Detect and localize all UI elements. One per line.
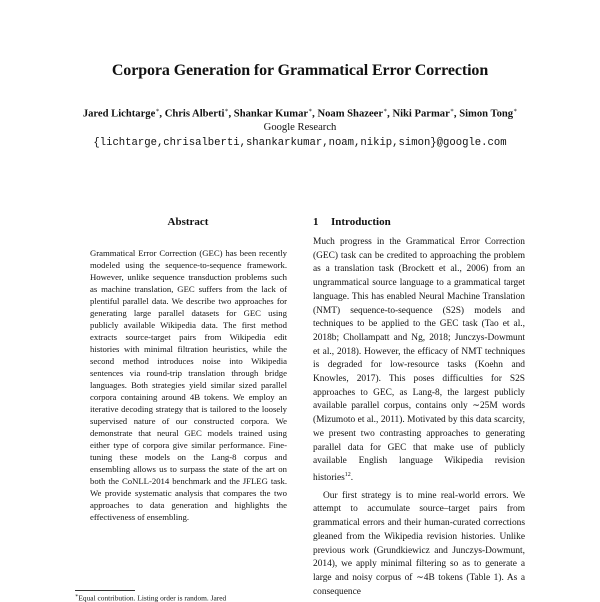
introduction-body — [313, 236, 525, 599]
abstract-heading: Abstract — [167, 216, 209, 228]
author-mark: ∗ — [155, 108, 160, 114]
paragraph: Our first strategy is to mine real-world errors. We attempt to accumulate source–target pairs from grammatical errors and their human-curated corrections gleaned from the Wikipedia revision histories. Unlike previous work (Grundkiewicz and Junczys-Dowmunt, 2014), we apply minimal filtering so as to generate a large and noisy corpus of ∼4B tokens (Table 1). As a consequence — [313, 490, 525, 597]
footnote — [75, 592, 290, 602]
paper-title: Corpora Generation for Grammatical Error Correction — [111, 62, 489, 79]
author-name: Simon Tong — [459, 108, 514, 120]
footnote-mark: ∗ — [75, 594, 79, 599]
author-name: Jared Lichtarge — [82, 108, 156, 120]
section-title: Introduction — [331, 216, 391, 228]
author-separator: , — [387, 108, 393, 120]
section-heading-introduction — [313, 216, 391, 228]
author-separator: , — [453, 108, 460, 120]
author-name: Shankar Kumar — [233, 108, 309, 120]
footnote-text: Equal contribution. Listing order is random. Jared — [78, 593, 227, 602]
author-mark: ∗ — [383, 108, 388, 114]
section-number: 1 — [313, 216, 319, 228]
paragraph-end: . — [350, 473, 354, 484]
author-name: Chris Alberti — [164, 108, 225, 120]
author-mark: ∗ — [449, 108, 454, 114]
author-name: Noam Shazeer — [317, 108, 384, 120]
author-list — [0, 107, 600, 120]
author-mark: ∗ — [513, 108, 518, 114]
footnote-marker: 12 — [344, 471, 351, 478]
author-separator: , — [159, 108, 165, 120]
author-mark: ∗ — [308, 108, 313, 114]
author-emails: {lichtarge,chrisalberti,shankarkumar,noam,nikip,simon}@google.com — [93, 137, 507, 149]
author-mark: ∗ — [224, 108, 229, 114]
abstract-text: Grammatical Error Correction (GEC) has been recently modeled using the sequence-to-sequence framework. However, unlike sequence transduction problems such as machine translation, GEC suffers from the lack of plentiful parallel data. We describe two approaches for generating large parallel datasets for GEC using publicly available Wikipedia data. The first method extracts source-target pairs from Wikipedia edit histories with minimal filtration heuristics, while the second method introduces noise into Wikipedia sentences via round-trip translation through bridge languages. Both strategies yield similar sized parallel corpora containing around 4B tokens. We employ an iterative decoding strategy that is tailored to the loosely supervised nature of our constructed corpora. We demonstrate that neural GEC models trained using either type of corpora give similar performance. Fine-tuning these models on the Lang-8 corpus and ensembling allows us to surpass the state of the art on both the CoNLL-2014 benchmark and the JFLEG task. We provide systematic analysis that compares the two approaches to data generation and highlights the effectiveness of ensembling. — [90, 248, 287, 522]
author-name: Niki Parmar — [392, 108, 450, 120]
footnote-divider — [75, 590, 135, 591]
author-separator: , — [312, 108, 318, 120]
affiliation: Google Research — [263, 122, 337, 133]
paragraph-text: Much progress in the Grammatical Error Correction (GEC) task can be credited to approaching the problem as a translation task (Brockett et al., 2006) from an ungrammatical source language to a grammatical target language. This has enabled Neural Machine Translation (NMT) sequence-to-sequence (S2S) models and techniques to be applied to the GEC task (Tao et al., 2018b; Chollampatt and Ng, 2018; Junczys-Dowmunt et al., 2018). However, the efficacy of NMT techniques is degraded for low-resource tasks (Koehn and Knowles, 2017). This poses difficulties for S2S approaches to GEC, as Lang-8, the largest publicly available parallel corpus, contains only ∼25M words (Mizumoto et al., 2011). Motivated by this data scarcity, we present two contrasting approaches to generating parallel data for GEC that make use of publicly available English language Wikipedia revision histories — [313, 237, 525, 484]
paragraph — [313, 236, 525, 486]
author-separator: , — [228, 108, 234, 120]
